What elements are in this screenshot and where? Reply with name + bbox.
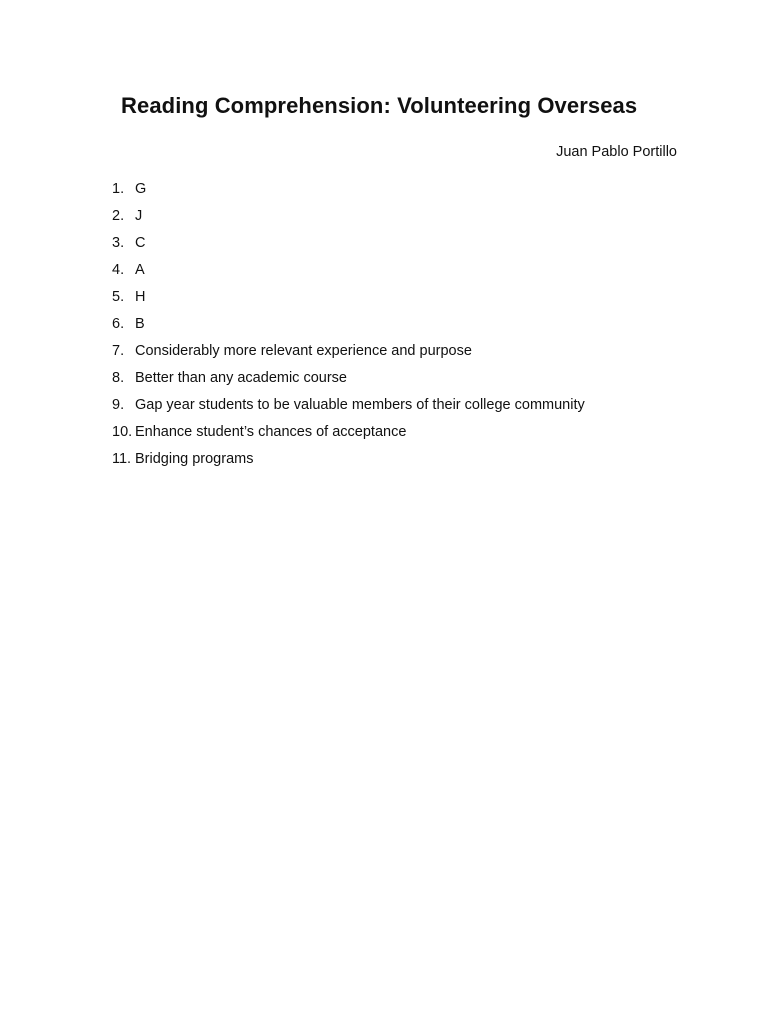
answer-item bbox=[112, 423, 585, 450]
answer-item bbox=[112, 396, 585, 423]
answer-item bbox=[112, 288, 585, 315]
answer-number: 6. bbox=[112, 316, 125, 332]
answer-number: 8. bbox=[112, 370, 125, 386]
answer-text: J bbox=[135, 208, 143, 224]
answer-text: G bbox=[135, 181, 147, 197]
answer-text: C bbox=[135, 235, 146, 251]
answer-number: 9. bbox=[112, 397, 125, 413]
answer-number: 10. bbox=[112, 424, 133, 440]
answer-item bbox=[112, 369, 585, 396]
author-name: Juan Pablo Portillo bbox=[556, 144, 677, 160]
answer-list bbox=[112, 180, 585, 477]
answer-text: B bbox=[135, 316, 145, 332]
answer-number: 3. bbox=[112, 235, 125, 251]
answer-text: Better than any academic course bbox=[135, 370, 347, 386]
answer-number: 5. bbox=[112, 289, 125, 305]
answer-number: 4. bbox=[112, 262, 125, 278]
answer-text: Gap year students to be valuable members of their college community bbox=[135, 397, 585, 413]
answer-text: Enhance student’s chances of acceptance bbox=[135, 424, 407, 440]
answer-text: H bbox=[135, 289, 146, 305]
answer-item bbox=[112, 207, 585, 234]
answer-item bbox=[112, 261, 585, 288]
answer-item bbox=[112, 180, 585, 207]
answer-text: A bbox=[135, 262, 145, 278]
answer-item bbox=[112, 234, 585, 261]
answer-text: Considerably more relevant experience and purpose bbox=[135, 343, 472, 359]
answer-number: 2. bbox=[112, 208, 125, 224]
answer-item bbox=[112, 450, 585, 477]
answer-number: 1. bbox=[112, 181, 125, 197]
document-title: Reading Comprehension: Volunteering Overseas bbox=[121, 93, 638, 118]
answer-item bbox=[112, 315, 585, 342]
answer-text: Bridging programs bbox=[135, 451, 254, 467]
answer-number: 11. bbox=[112, 451, 132, 467]
answer-item bbox=[112, 342, 585, 369]
answer-number: 7. bbox=[112, 343, 125, 359]
